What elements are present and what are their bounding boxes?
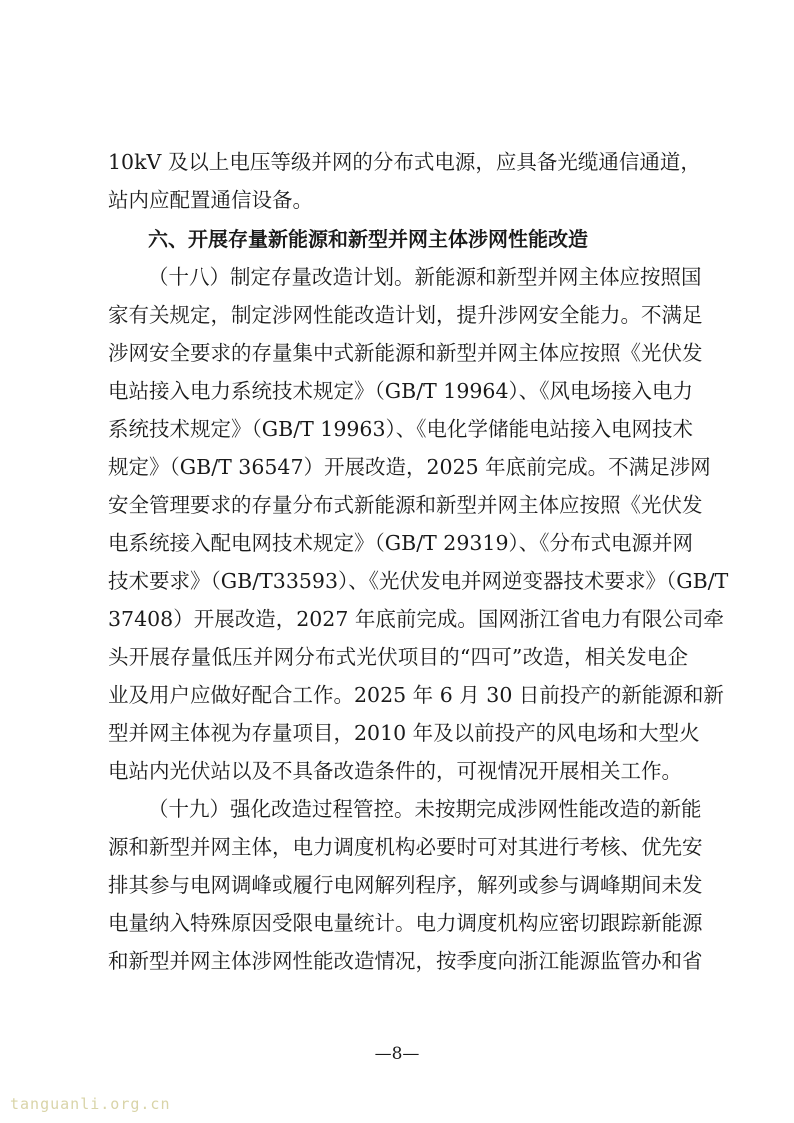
paragraph-line: 排其参与电网调峰或履行电网解列程序，解列或参与调峰期间未发	[108, 873, 703, 897]
paragraph-line: 电量纳入特殊原因受限电量统计。电力调度机构应密切跟踪新能源	[108, 911, 703, 935]
paragraph-line: 技术要求》（GB/T33593）、《光伏发电并网逆变器技术要求》（GB/T	[108, 569, 729, 593]
paragraph-line: 安全管理要求的存量分布式新能源和新型并网主体应按照《光伏发	[108, 493, 703, 517]
paragraph-line: 电站接入电力系统技术规定》（GB/T 19964）、《风电场接入电力	[108, 379, 693, 403]
paragraph-line: 头开展存量低压并网分布式光伏项目的“四可”改造，相关发电企	[108, 645, 688, 669]
paragraph-line: 业及用户应做好配合工作。2025 年 6 月 30 日前投产的新能源和新	[108, 683, 724, 707]
paragraph-line: 家有关规定，制定涉网性能改造计划，提升涉网安全能力。不满足	[108, 303, 703, 327]
paragraph-line: （十八）制定存量改造计划。新能源和新型并网主体应按照国	[148, 265, 702, 289]
paragraph-line: 10kV 及以上电压等级并网的分布式电源，应具备光缆通信通道，	[108, 150, 701, 174]
paragraph-line: 型并网主体视为存量项目，2010 年及以前投产的风电场和大型火	[108, 721, 700, 745]
page-number: —8—	[374, 1044, 420, 1064]
watermark-text: tanguanli.org.cn	[10, 1095, 171, 1113]
paragraph-line: 系统技术规定》（GB/T 19963）、《电化学储能电站接入电网技术	[108, 417, 693, 441]
paragraph-line: 涉网安全要求的存量集中式新能源和新型并网主体应按照《光伏发	[108, 341, 703, 365]
paragraph-line: 规定》（GB/T 36547）开展改造，2025 年底前完成。不满足涉网	[108, 455, 711, 479]
section-heading: 六、开展存量新能源和新型并网主体涉网性能改造	[148, 227, 588, 251]
paragraph-line: （十九）强化改造过程管控。未按期完成涉网性能改造的新能	[148, 797, 702, 821]
paragraph-line: 站内应配置通信设备。	[108, 188, 313, 212]
paragraph-line: 37408）开展改造，2027 年底前完成。国网浙江省电力有限公司牵	[108, 607, 724, 631]
paragraph-line: 源和新型并网主体，电力调度机构必要时可对其进行考核、优先安	[108, 835, 703, 859]
paragraph-line: 电系统接入配电网技术规定》（GB/T 29319）、《分布式电源并网	[108, 531, 693, 555]
paragraph-line: 电站内光伏站以及不具备改造条件的，可视情况开展相关工作。	[108, 759, 682, 783]
paragraph-line: 和新型并网主体涉网性能改造情况，按季度向浙江能源监管办和省	[108, 949, 703, 973]
